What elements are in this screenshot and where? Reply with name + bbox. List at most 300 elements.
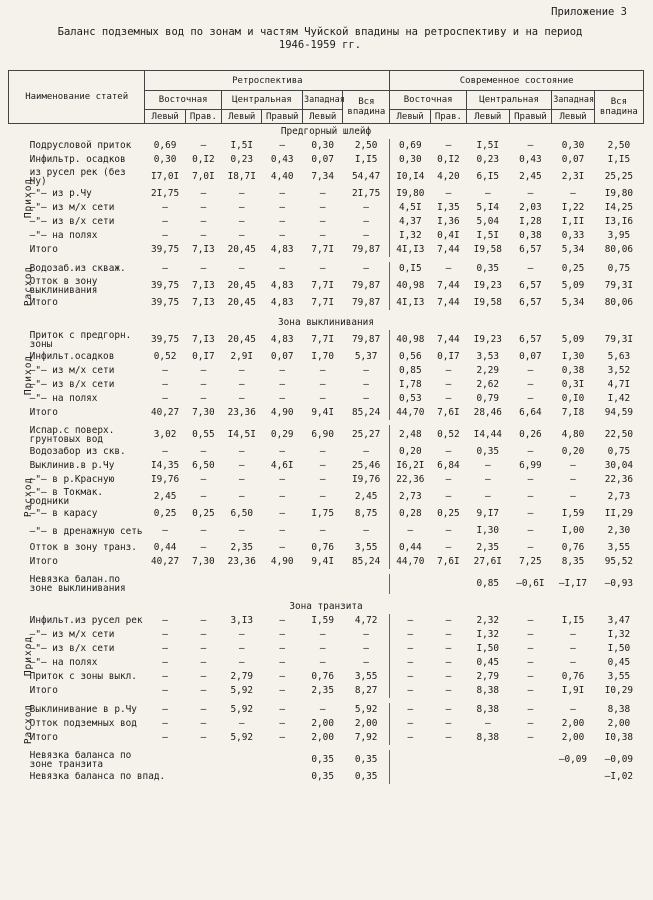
value-cell: – (390, 614, 430, 628)
value-cell: I9,23 (473, 280, 502, 291)
table-row (9, 153, 644, 167)
value-cell: 4,90 (270, 556, 294, 567)
value-cell: I,59 (311, 615, 334, 626)
value-cell (390, 770, 430, 784)
value-cell: – (279, 718, 286, 729)
value-cell: 7,I3 (192, 244, 215, 255)
value-cell: 22,36 (390, 473, 430, 487)
value-cell: 6,84 (437, 460, 460, 471)
table-row (9, 614, 644, 628)
value-cell: 0,76 (311, 542, 334, 553)
value-cell: 6,57 (519, 297, 542, 308)
value-cell: 0,30 (153, 154, 177, 165)
value-cell: I,5I (230, 140, 254, 151)
value-cell: 5,63 (607, 351, 631, 362)
value-cell: I,5I (476, 230, 500, 241)
row-name: Итого (29, 685, 58, 696)
value-cell: 79,87 (352, 297, 381, 308)
value-cell: 0,30 (390, 153, 430, 167)
value-cell: I7,0I (150, 171, 180, 182)
value-cell: 0,56 (390, 350, 430, 364)
value-cell: – (162, 732, 168, 743)
value-cell: – (162, 685, 168, 696)
value-cell: 8,75 (354, 508, 378, 519)
header-retro-west-left: Левый (302, 110, 342, 124)
appendix-label: Приложение 3 (551, 6, 627, 18)
value-cell: 4,6I (270, 460, 294, 471)
table-row (9, 139, 644, 153)
row-name: –"– в карасу (29, 508, 98, 519)
value-cell: 0,35 (354, 754, 378, 765)
table-row (9, 656, 644, 670)
value-cell: – (527, 379, 534, 390)
value-cell: 3,I3 (230, 615, 254, 626)
value-cell: 3,55 (354, 671, 378, 682)
value-cell: – (279, 615, 286, 626)
header-cur-whole: Вся впадина (594, 91, 643, 124)
value-cell: – (200, 615, 207, 626)
section-header-row (9, 124, 644, 140)
header-retro-east-right: Прав. (185, 110, 221, 124)
value-cell: 8,38 (476, 704, 500, 715)
table-row (9, 296, 644, 310)
value-cell: – (238, 643, 245, 654)
row-name: Приток с зоны выкл. (29, 671, 137, 682)
table-row (9, 276, 644, 296)
value-cell: I,35 (437, 202, 460, 213)
value-cell: 0,38 (561, 365, 585, 376)
value-cell: – (162, 629, 168, 640)
value-cell: I,30 (561, 351, 585, 362)
value-cell: 85,24 (352, 556, 381, 567)
value-cell: – (363, 657, 369, 668)
row-name: Испар.с поверх. грунтовых вод (29, 425, 115, 445)
table-row (9, 445, 644, 459)
value-cell: – (279, 732, 286, 743)
value-cell: 7,0I (192, 171, 215, 182)
value-cell: – (484, 491, 491, 502)
value-cell: – (200, 629, 207, 640)
value-cell: 9,4I (311, 407, 334, 418)
table-row (9, 750, 644, 770)
value-cell (222, 750, 262, 770)
table-row (9, 642, 644, 656)
value-cell: – (279, 671, 286, 682)
value-cell: – (527, 643, 534, 654)
value-cell: 2,79 (476, 671, 500, 682)
value-cell: – (445, 671, 452, 682)
value-cell: – (200, 542, 207, 553)
table-row (9, 521, 644, 541)
value-cell: 39,75 (150, 244, 180, 255)
value-cell: 30,04 (604, 460, 633, 471)
value-cell: – (279, 629, 286, 640)
value-cell: 0,35 (311, 771, 334, 782)
row-name: Водозаб.из скваж. (29, 263, 126, 274)
value-cell: I,30 (476, 525, 500, 536)
value-cell: 2,3I (561, 171, 585, 182)
value-cell: I,II (561, 216, 585, 227)
value-cell: 0,45 (476, 657, 500, 668)
value-cell: 2,00 (311, 732, 334, 743)
value-cell: – (363, 643, 369, 654)
value-cell: – (200, 188, 207, 199)
value-cell: 0,25 (153, 508, 177, 519)
value-cell: – (238, 718, 245, 729)
value-cell: 2,35 (311, 685, 334, 696)
value-cell: – (200, 643, 207, 654)
value-cell: 2,35 (476, 542, 500, 553)
value-cell: 9,I7 (476, 508, 500, 519)
value-cell (343, 574, 390, 594)
group-label (9, 703, 34, 745)
value-cell: – (570, 629, 576, 640)
row-name: –"– в дренажную сеть (29, 525, 143, 537)
row-name: –"– на полях (29, 230, 98, 241)
header-retro-east: Восточная (145, 91, 222, 110)
row-name: –"– из м/х сети (29, 202, 115, 213)
section-header-row (9, 315, 644, 330)
group-label-text: Приход (22, 354, 34, 396)
value-cell: – (390, 684, 430, 698)
value-cell: 2,00 (607, 718, 631, 729)
value-cell: – (279, 657, 286, 668)
table-row (9, 628, 644, 642)
value-cell: – (238, 474, 245, 485)
value-cell: – (445, 525, 452, 536)
value-cell: 5,09 (561, 334, 585, 345)
value-cell (262, 770, 302, 784)
group-label-text: Приход (22, 635, 34, 677)
value-cell: 3,53 (476, 351, 500, 362)
value-cell: 40,27 (150, 556, 180, 567)
value-cell: – (162, 365, 168, 376)
value-cell: – (238, 657, 245, 668)
value-cell: 23,36 (227, 407, 256, 418)
value-cell: 0,20 (390, 445, 430, 459)
value-cell: 27,6I (473, 556, 502, 567)
value-cell: – (238, 393, 245, 404)
value-cell: 79,87 (352, 334, 381, 345)
value-cell: – (570, 188, 576, 199)
value-cell: 2,30 (607, 525, 631, 536)
value-cell: 0,79 (476, 393, 500, 404)
value-cell: – (527, 657, 534, 668)
value-cell: – (200, 704, 207, 715)
header-cur-central: Центральная (467, 91, 552, 110)
value-cell: – (200, 525, 207, 536)
value-cell: 0,30 (311, 140, 334, 151)
value-cell: – (390, 717, 430, 731)
table-row (9, 731, 644, 745)
section-header-row (9, 599, 644, 614)
table-row (9, 262, 644, 276)
value-cell: – (319, 460, 326, 471)
spacer-cell (9, 784, 644, 789)
value-cell: – (279, 542, 286, 553)
value-cell: – (390, 656, 430, 670)
value-cell: 20,45 (227, 280, 256, 291)
table-row (9, 425, 644, 445)
table-row (9, 350, 644, 364)
value-cell: – (238, 446, 245, 457)
value-cell: 7,44 (437, 280, 460, 291)
value-cell: 2,00 (561, 718, 585, 729)
value-cell: 7,34 (311, 171, 334, 182)
value-cell: 0,85 (476, 578, 500, 589)
value-cell: – (279, 704, 286, 715)
value-cell: I0,29 (604, 685, 633, 696)
value-cell: 3,55 (607, 671, 631, 682)
value-cell: 0,25 (561, 263, 585, 274)
value-cell: – (279, 525, 286, 536)
value-cell: I4,35 (150, 460, 180, 471)
value-cell: – (200, 140, 207, 151)
value-cell: 5,92 (354, 704, 378, 715)
value-cell: 0,35 (311, 754, 334, 765)
value-cell: – (162, 525, 168, 536)
value-cell: 6,50 (230, 508, 254, 519)
value-cell: 0,07 (519, 351, 542, 362)
value-cell: 2,29 (476, 365, 500, 376)
value-cell: 0,4I (437, 230, 460, 241)
header-cur-central-left: Левый (467, 110, 510, 124)
row-name: Итого (29, 244, 58, 255)
value-cell: – (162, 230, 168, 241)
value-cell: 79,87 (352, 244, 381, 255)
table-row (9, 167, 644, 187)
value-cell: 0,35 (354, 771, 378, 782)
value-cell: 7,44 (437, 244, 460, 255)
value-cell: I,5I (476, 140, 500, 151)
value-cell: 7,I3 (192, 334, 215, 345)
table-row (9, 684, 644, 698)
value-cell: – (200, 379, 207, 390)
value-cell (430, 750, 466, 770)
value-cell: 0,75 (607, 446, 631, 457)
value-cell: 7,30 (192, 556, 215, 567)
value-cell: – (319, 393, 326, 404)
section-title: Предгорный шлейф (280, 125, 372, 137)
row-name: –"– из в/х сети (29, 379, 115, 390)
value-cell (509, 770, 552, 784)
header-retro-east-left: Левый (145, 110, 185, 124)
table-row (9, 364, 644, 378)
value-cell: 0,85 (390, 364, 430, 378)
value-cell: 3,95 (607, 230, 631, 241)
group-label-text: Приход (22, 177, 34, 219)
value-cell: – (238, 230, 245, 241)
value-cell: 4I,I3 (390, 243, 430, 257)
value-cell: – (319, 704, 326, 715)
value-cell: – (279, 474, 286, 485)
value-cell: 0,45 (607, 657, 631, 668)
value-cell: 4,37 (390, 215, 430, 229)
value-cell: – (445, 732, 452, 743)
value-cell (145, 574, 185, 594)
value-cell: – (570, 474, 576, 485)
table-row (9, 717, 644, 731)
value-cell: 40,98 (390, 330, 430, 350)
value-cell: 2,00 (561, 732, 585, 743)
value-cell: 7,I8 (561, 407, 585, 418)
value-cell: – (527, 671, 534, 682)
value-cell: I,70 (311, 351, 334, 362)
value-cell: – (279, 365, 286, 376)
value-cell: – (200, 491, 207, 502)
value-cell: – (162, 615, 168, 626)
value-cell: 25,27 (352, 429, 381, 440)
value-cell: 0,52 (437, 429, 460, 440)
value-cell: – (527, 685, 534, 696)
value-cell: – (319, 263, 326, 274)
value-cell: 40,98 (390, 276, 430, 296)
value-cell: 3,55 (354, 542, 378, 553)
value-cell: 0,38 (519, 230, 542, 241)
value-cell: 2,00 (311, 718, 334, 729)
table-row (9, 215, 644, 229)
value-cell: 7,44 (437, 334, 460, 345)
value-cell: – (445, 365, 452, 376)
value-cell: 3,55 (607, 542, 631, 553)
value-cell: – (445, 188, 452, 199)
value-cell (145, 750, 185, 770)
value-cell: – (445, 718, 452, 729)
row-name: Невязка балан.по зоне выклинивания (29, 574, 126, 594)
value-cell: 7,I3 (192, 280, 215, 291)
value-cell: 4,83 (270, 334, 294, 345)
value-cell: – (484, 188, 491, 199)
table-row (9, 406, 644, 420)
value-cell: 5,09 (561, 280, 585, 291)
value-cell (222, 574, 262, 594)
value-cell: 20,45 (227, 244, 256, 255)
table-row (9, 670, 644, 684)
value-cell: – (363, 365, 369, 376)
value-cell: 80,06 (604, 297, 633, 308)
value-cell: 2,79 (230, 671, 254, 682)
value-cell: – (484, 718, 491, 729)
header-cur-east-right: Прав. (430, 110, 466, 124)
header-retro-central-left: Левый (222, 110, 262, 124)
value-cell: – (279, 188, 286, 199)
value-cell: – (319, 629, 326, 640)
value-cell: – (279, 685, 286, 696)
value-cell: – (279, 379, 286, 390)
value-cell: 6,57 (519, 244, 542, 255)
value-cell: 7,92 (354, 732, 378, 743)
value-cell: 2,48 (390, 425, 430, 445)
value-cell: 7,I3 (192, 297, 215, 308)
title-line-1: Баланс подземных вод по зонам и частям Чуйской впадины на ретроспективу и на период (57, 26, 583, 38)
table-row (9, 243, 644, 257)
group-label (9, 330, 34, 420)
value-cell: 8,35 (561, 556, 585, 567)
value-cell: 9,4I (311, 556, 334, 567)
group-spacer (9, 784, 644, 789)
value-cell: 22,36 (604, 474, 633, 485)
value-cell (262, 574, 302, 594)
value-cell: – (162, 718, 168, 729)
value-cell: 2,9I (230, 351, 254, 362)
value-cell: – (570, 460, 576, 471)
value-cell: – (390, 642, 430, 656)
row-name: Итого (29, 297, 58, 308)
value-cell (467, 770, 510, 784)
value-cell: – (527, 365, 534, 376)
value-cell: – (445, 446, 452, 457)
value-cell: – (445, 393, 452, 404)
value-cell: 54,47 (352, 171, 381, 182)
title-line-2: 1946-1959 гг. (278, 39, 362, 51)
value-cell: – (570, 491, 576, 502)
group-label (9, 614, 34, 698)
value-cell (467, 750, 510, 770)
value-cell: – (238, 365, 245, 376)
value-cell: 4,90 (270, 407, 294, 418)
value-cell: – (363, 202, 369, 213)
value-cell: 7,7I (311, 297, 334, 308)
value-cell: 23,36 (227, 556, 256, 567)
value-cell: I,78 (390, 378, 430, 392)
value-cell: I,50 (607, 643, 631, 654)
value-cell (185, 770, 221, 784)
value-cell: 6,50 (192, 460, 215, 471)
value-cell (390, 750, 430, 770)
value-cell: 0,I2 (192, 154, 215, 165)
value-cell: – (363, 216, 369, 227)
value-cell: – (238, 629, 245, 640)
group-label (9, 750, 28, 784)
row-name: Невязка баланса по зоне транзита (29, 750, 132, 770)
table-row (9, 392, 644, 406)
value-cell: I,75 (311, 508, 334, 519)
value-cell: – (527, 474, 534, 485)
value-cell: – (363, 629, 369, 640)
row-name: –"– на полях (29, 393, 98, 404)
value-cell: – (363, 379, 369, 390)
value-cell: – (319, 643, 326, 654)
value-cell: – (279, 140, 286, 151)
row-name: Подрусловой приток (29, 140, 132, 151)
value-cell: – (363, 230, 369, 241)
table-row (9, 330, 644, 350)
row-name: Итого (29, 407, 58, 418)
header-retro: Ретроспектива (145, 71, 390, 91)
value-cell: I,32 (390, 229, 430, 243)
value-cell: 2,50 (354, 140, 378, 151)
value-cell: – (238, 188, 245, 199)
value-cell: 94,59 (604, 407, 633, 418)
value-cell: – (445, 263, 452, 274)
value-cell: I9,80 (604, 188, 633, 199)
value-cell: – (445, 379, 452, 390)
value-cell: 2,73 (390, 487, 430, 507)
value-cell: – (319, 657, 326, 668)
value-cell: 7,7I (311, 280, 334, 291)
value-cell: – (319, 446, 326, 457)
value-cell: – (319, 365, 326, 376)
value-cell: 0,I7 (437, 351, 460, 362)
value-cell: I,32 (607, 629, 631, 640)
value-cell: I4,25 (604, 202, 633, 213)
row-name: Инфильтр. осадков (29, 154, 126, 165)
table-row (9, 574, 644, 594)
value-cell: 25,46 (352, 460, 381, 471)
value-cell: – (527, 718, 534, 729)
balance-table (8, 70, 644, 789)
value-cell: – (445, 474, 452, 485)
